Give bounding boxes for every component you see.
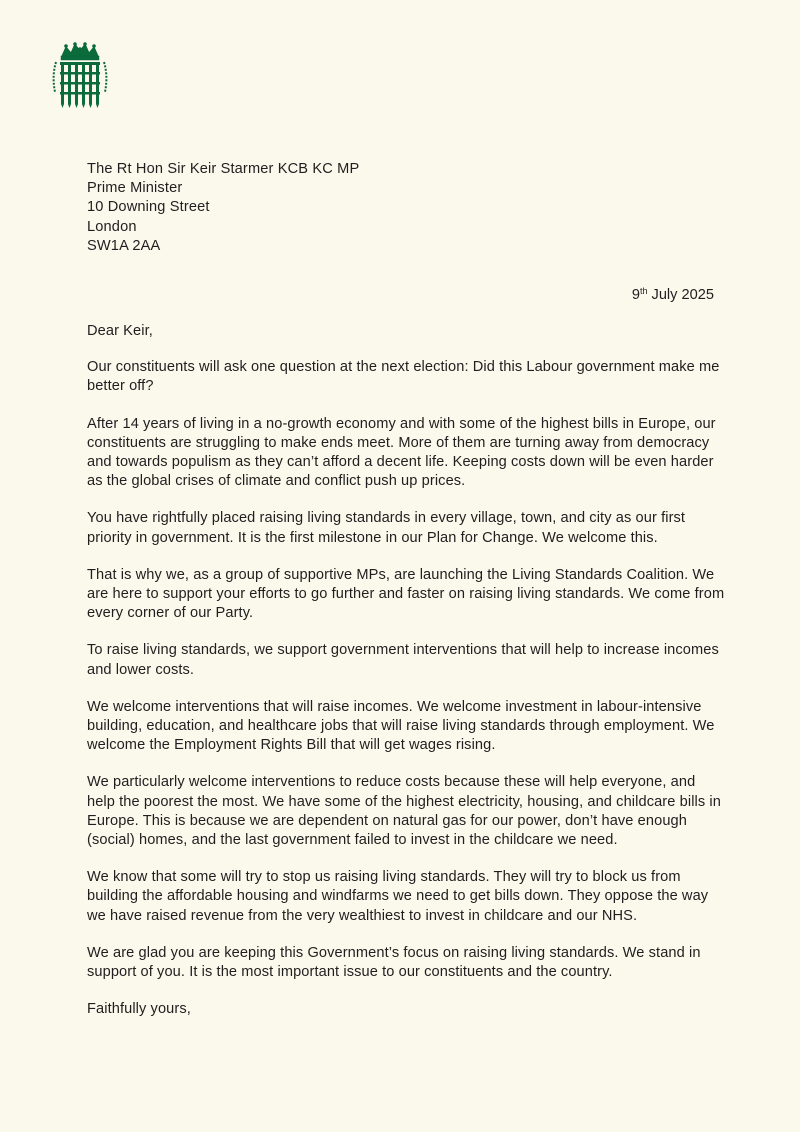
portcullis-icon <box>50 42 110 110</box>
paragraph: That is why we, as a group of supportive MPs, are launching the Living Standards Coalition. We are here to support your efforts to go further and faster on raising living standards. We come from every corner of our Party. <box>87 566 725 622</box>
date-suffix: th <box>639 286 648 296</box>
recipient-title: Prime Minister <box>87 180 183 197</box>
recipient-name: The Rt Hon Sir Keir Starmer KCB KC MP <box>87 161 360 177</box>
recipient-street: 10 Downing Street <box>87 199 210 216</box>
paragraph: To raise living standards, we support government interventions that will help to increase incomes and lower costs. <box>87 642 719 678</box>
letter-date <box>632 286 714 305</box>
paragraph: We welcome interventions that will raise incomes. We welcome investment in labour-intensive building, education, and healthcare jobs that will raise living standards through employment. We welcome the Employment Rights Bill that will get wages rising. <box>87 698 715 754</box>
paragraph: After 14 years of living in a no-growth economy and with some of the highest bills in Europe, our constituents are struggling to make ends meet. More of them are turning away from democracy and towards populism as they can’t afford a decent life. Keeping costs down will be even harder as the global crises of climate and conflict push up prices. <box>87 415 716 490</box>
paragraph: We particularly welcome interventions to reduce costs because these will help everyone, and help the poorest the most. We have some of the highest electricity, housing, and childcare bills in Europe. This is because we are dependent on natural gas for our power, don’t have enough (social) homes, and the last government failed to invest in the childcare we need. <box>87 774 721 849</box>
date-day: 9 <box>631 287 640 303</box>
paragraph: We know that some will try to stop us raising living standards. They will try to block us from building the affordable housing and windfarms we need to get bills down. They oppose the way we have raised revenue from the very wealthiest to invest in childcare and our NHS. <box>87 869 709 924</box>
recipient-postcode: SW1A 2AA <box>87 237 161 254</box>
paragraph: Our constituents will ask one question at the next election: Did this Labour government make me better off? <box>87 359 720 395</box>
paragraph: You have rightfully placed raising living standards in every village, town, and city as our first priority in government. It is the first milestone in our Plan for Change. We welcome this. <box>87 510 686 546</box>
date-month-year: July 2025 <box>651 287 714 303</box>
closing: Faithfully yours, <box>87 1001 191 1018</box>
letter-body <box>87 322 727 1037</box>
recipient-address <box>87 160 359 256</box>
paragraph: We are glad you are keeping this Government’s focus on raising living standards. We stand in support of you. It is the most important issue to our constituents and the country. <box>87 944 701 981</box>
salutation: Dear Keir, <box>87 323 153 339</box>
recipient-city: London <box>87 218 137 235</box>
